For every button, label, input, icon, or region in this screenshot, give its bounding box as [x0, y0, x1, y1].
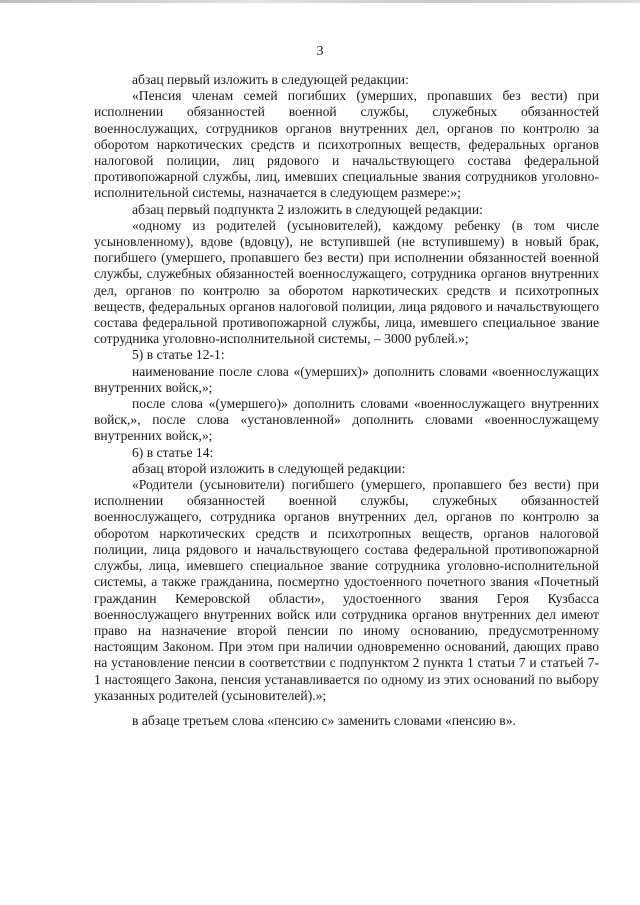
paragraph-instruction-1: абзац первый изложить в следующей редакции:: [132, 72, 409, 87]
paragraph-item-5: 5) в статье 12-1:: [132, 347, 225, 363]
paragraph-quoted-pension-members: «Пенсия членам семей погибших (умерших, пропавших без вести) при исполнении обязанностей военной службы, служебных обязанностей военнослужащих, сотрудников органов внутренних дел, органов по контролю за оборотом наркотических средств и психотропных веществ, федеральных органов налоговой полиции, лиц рядового и начальствующего состава федеральной противопожарной службы, лиц, имевших специальные звания сотрудников уголовно-исполнительной системы, назначается в следующем размере:»;: [94, 88, 599, 201]
page-number: 3: [316, 44, 324, 59]
paragraph-after-word-amendment: после слова «(умершего)» дополнить словами «военнослужащего внутренних войск,», после слова «установленной» дополнить словами «военнослужащему внутренних войск,»;: [94, 396, 599, 444]
paragraph-title-amendment: наименование после слова «(умерших)» дополнить словами «военнослужащих внутренних войск,»;: [94, 363, 599, 395]
paragraph-item-6: 6) в статье 14:: [132, 444, 214, 460]
paragraph-quoted-one-of-parents: «одному из родителей (усыновителей), каждому ребенку (в том числе усыновленному), вдове (вдовцу), не вступившей (не вступившему) в новый брак, погибшего (умершего, пропавшего без вести) при исполнении обязанностей военной службы, служебных обязанностей военнослужащего, сотрудника органов внутренних дел, органов по контролю за оборотом наркотических средств и психотропных веществ, федеральных органов налоговой полиции, лица рядового и начальствующего состава федеральной противопожарной службы, лица, имевшего специальное звание сотрудника уголовно-исполнительной системы, – 3000 рублей.»;: [94, 217, 599, 347]
document-body: [94, 72, 599, 729]
scan-edge-line: [0, 0, 640, 3]
paragraph-quoted-parents: «Родители (усыновители) погибшего (умершего, пропавшего без вести) при исполнении обязанностей военной службы, служебных обязанностей военнослужащего, сотрудника органов внутренних дел, органов по контролю за оборотом наркотических средств и психотропных веществ, органов налоговой полиции, лица рядового и начальствующего состава федеральной противопожарной службы, лица, имевшего специальное звание сотрудника уголовно-исполнительной системы, а также гражданина, посмертно удостоенного почетного звания «Почетный гражданин Кемеровской области», удостоенного звания Героя Кузбасса военнослужащего внутренних войск или сотрудника органов внутренних дел имеют право на назначение второй пенсии по иному основанию, предусмотренному настоящим Законом. При этом при наличии одновременно оснований, дающих право на установление пенсии в соответствии с подпунктом 2 пункта 1 статьи 7 и статьей 7-1 настоящего Закона, пенсия устанавливается по одному из этих оснований по выбору указанных родителей (усыновителей).»;: [94, 477, 599, 703]
paragraph-instruction-2: абзац первый подпункта 2 изложить в следующей редакции:: [132, 201, 483, 217]
paragraph-instruction-4: в абзаце третьем слова «пенсию с» заменить словами «пенсию в».: [132, 712, 516, 728]
paragraph-instruction-3: абзац второй изложить в следующей редакции:: [132, 460, 406, 476]
